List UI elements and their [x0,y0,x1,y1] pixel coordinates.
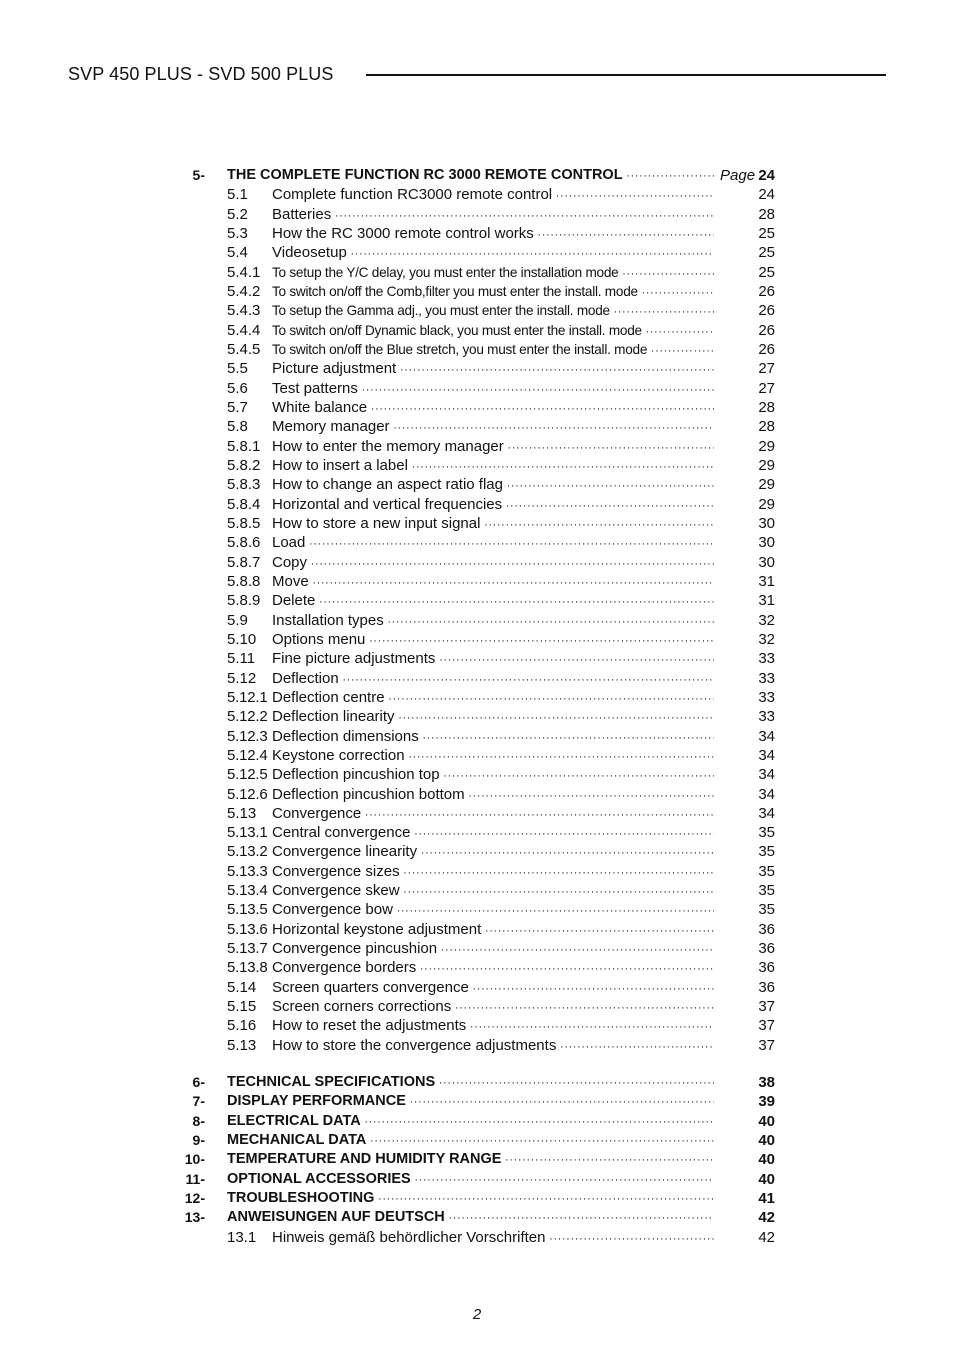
toc-entry[interactable] [175,417,785,436]
toc-entry[interactable] [175,920,785,939]
toc-entry-page: 36 [758,978,775,996]
toc-entry-page: 35 [758,862,775,880]
toc-entry-number: 5.13.1 [227,824,268,842]
toc-entry-number: 5.8 [227,418,248,436]
toc-entry[interactable] [175,398,785,417]
toc-entry-number: 5- [192,167,205,183]
toc-entry-page: 30 [758,553,775,571]
toc-entry-number: 5.8.1 [227,437,261,455]
toc-entry-page: 40 [758,1170,775,1188]
toc-entry[interactable] [175,379,785,398]
toc-chapter[interactable] [175,1150,785,1169]
toc-entry-title: Installation types ····· [272,611,714,632]
toc-entry-title: Videosetup ····· [272,243,714,264]
toc-entry-title: Convergence sizes ····· [272,862,714,883]
toc-entry-number: 5.16 [227,1017,257,1035]
toc-entry[interactable] [175,1228,785,1247]
toc-chapter[interactable] [175,1073,785,1092]
toc-entry-title: White balance ····· [272,398,714,419]
toc-entry-page: 42 [758,1228,775,1246]
toc-chapter[interactable] [175,166,785,185]
toc-entry[interactable] [175,881,785,900]
toc-entry-number: 5.13.7 [227,940,268,958]
toc-entry-page: 33 [758,650,775,668]
toc-entry-page: 28 [758,205,775,223]
toc-entry-page: 40 [758,1112,775,1130]
page-column-label: Page [720,167,756,184]
toc-entry[interactable] [175,591,785,610]
toc-entry[interactable] [175,475,785,494]
toc-entry-page: 29 [758,437,775,455]
toc-entry[interactable] [175,997,785,1016]
toc-chapter[interactable] [175,1208,785,1227]
toc-entry-number: 5.6 [227,379,248,397]
toc-entry[interactable] [175,958,785,977]
toc-entry-page: 36 [758,940,775,958]
toc-entry-number: 11- [185,1170,205,1187]
toc-entry[interactable] [175,707,785,726]
toc-entry-number: 5.10 [227,630,257,648]
toc-entry-title: Options menu ····· [272,630,714,651]
toc-entry-title: Memory manager ····· [272,417,714,438]
toc-entry-title: Deflection pincushion bottom ····· [272,785,714,806]
page-header [68,64,886,90]
toc-entry-title: Test patterns ····· [272,379,714,400]
toc-chapter[interactable] [175,1170,785,1189]
toc-entry-title: Convergence ····· [272,804,714,825]
toc-entry-number: 5.13 [227,1036,257,1054]
toc-entry-page: 27 [758,379,775,397]
toc-entry-page: 27 [758,360,775,378]
toc-entry-page: 26 [758,302,775,320]
toc-entry-number: 12- [184,1190,205,1207]
toc-entry-page: 32 [758,611,775,629]
toc-entry-number: 9- [192,1132,205,1149]
toc-entry[interactable] [175,185,785,204]
toc-entry[interactable] [175,669,785,688]
toc-entry[interactable] [175,1036,785,1055]
toc-entry[interactable] [175,205,785,224]
toc-entry-page: 33 [758,708,775,726]
toc-entry-title: Convergence linearity ····· [272,842,714,863]
document-title: SVP 450 PLUS - SVD 500 PLUS [68,64,334,84]
toc-entry-number: 5.13.6 [227,920,268,938]
toc-entry-number: 8- [192,1112,205,1129]
toc-entry-number: 5.14 [227,978,257,996]
toc-entry-page: 40 [758,1132,775,1150]
toc-entry-number: 5.12.5 [227,766,268,784]
toc-entry-page: 25 [758,263,775,281]
toc-entry-page: 41 [758,1190,775,1208]
toc-entry-title: Copy ····· [272,553,714,574]
toc-entry-number: 7- [192,1093,205,1110]
toc-entry-title: To setup the Gamma adj., you must enter the install. mode ····· [272,301,714,322]
toc-entry-number: 5.4.4 [227,321,261,339]
toc-entry-title: DISPLAY PERFORMANCE ····· [227,1092,714,1112]
toc-entry-title: TROUBLESHOOTING ····· [227,1189,714,1209]
toc-entry-number: 5.11 [227,650,256,668]
toc-entry-page: 33 [758,669,775,687]
toc-entry-title: To switch on/off the Comb,filter you must enter the install. mode ····· [272,282,714,303]
toc-entry-page: 35 [758,882,775,900]
toc-entry[interactable] [175,243,785,262]
toc-entry-number: 5.15 [227,998,257,1016]
toc-entry-number: 5.4.5 [227,340,261,358]
toc-entry-number: 5.2 [227,205,248,223]
toc-entry-title: OPTIONAL ACCESSORIES ····· [227,1170,714,1190]
toc-entry-title: Screen corners corrections ····· [272,997,714,1018]
toc-entry-number: 5.12.4 [227,746,268,764]
toc-entry[interactable] [175,746,785,765]
toc-entry[interactable] [175,456,785,475]
toc-entry-page: 34 [758,804,775,822]
toc-entry[interactable] [175,900,785,919]
toc-entry-title: Convergence pincushion ····· [272,939,714,960]
toc-entry-page: 28 [758,418,775,436]
toc-entry[interactable] [175,340,785,359]
toc-entry-title: MECHANICAL DATA ····· [227,1131,714,1151]
toc-entry-page: 28 [758,398,775,416]
toc-entry-title: To switch on/off Dynamic black, you must enter the install. mode ····· [272,321,714,342]
toc-entry-number: 5.8.9 [227,592,261,610]
toc-entry-title: TEMPERATURE AND HUMIDITY RANGE ····· [227,1150,714,1170]
toc-entry-number: 13.1 [227,1228,257,1246]
toc-entry-page: 35 [758,901,775,919]
toc-entry[interactable] [175,804,785,823]
toc-entry-number: 5.4.1 [227,263,261,281]
toc-entry-title: Convergence borders ····· [272,958,714,979]
toc-entry[interactable] [175,862,785,881]
toc-entry-title: Keystone correction ····· [272,746,714,767]
toc-entry-number: 5.12.6 [227,785,268,803]
toc-entry-page: 26 [758,321,775,339]
toc-entry[interactable] [175,727,785,746]
table-of-contents [175,166,785,1247]
toc-entry-number: 6- [192,1074,205,1091]
toc-entry-number: 5.5 [227,360,248,378]
toc-entry-title: Convergence bow ····· [272,900,714,921]
toc-entry-title: To setup the Y/C delay, you must enter the installation mode ····· [272,263,714,284]
toc-entry-number: 5.8.7 [227,553,261,571]
toc-entry-page: 42 [758,1209,775,1227]
toc-entry-number: 5.8.8 [227,572,261,590]
toc-entry-page: 36 [758,959,775,977]
header-rule [366,74,886,76]
toc-entry-page: 38 [758,1074,775,1092]
toc-entry[interactable] [175,514,785,533]
toc-entry-title: Fine picture adjustments ····· [272,649,714,670]
toc-entry-title: Horizontal and vertical frequencies ····· [272,495,714,516]
toc-entry-title: How to store a new input signal ····· [272,514,714,535]
toc-entry-title: ANWEISUNGEN AUF DEUTSCH ····· [227,1208,714,1228]
toc-entry[interactable] [175,553,785,572]
toc-entry-title: How the RC 3000 remote control works ····· [272,224,714,245]
toc-entry-page: 26 [758,340,775,358]
toc-entry-number: 5.13.8 [227,959,268,977]
toc-entry-page: 24 [758,167,775,184]
toc-entry-page: 39 [758,1093,775,1111]
toc-entry[interactable] [175,263,785,282]
toc-entry-title: Deflection linearity ····· [272,707,714,728]
toc-entry-number: 5.8.4 [227,495,261,513]
toc-entry-number: 5.13.4 [227,882,268,900]
toc-entry-page: 35 [758,843,775,861]
toc-entry-title: Move ····· [272,572,714,593]
toc-entry-page: 40 [758,1151,775,1169]
toc-entry[interactable] [175,437,785,456]
toc-entry-title: Hinweis gemäß behördlicher Vorschriften ····· [272,1228,714,1249]
toc-entry[interactable] [175,939,785,958]
toc-entry-title: Horizontal keystone adjustment ····· [272,920,714,941]
toc-entry-title: Deflection dimensions ····· [272,727,714,748]
toc-entry[interactable] [175,611,785,630]
toc-entry-number: 5.1 [227,186,248,204]
toc-entry-page: 37 [758,998,775,1016]
toc-entry[interactable] [175,688,785,707]
toc-entry-title: Deflection centre ····· [272,688,714,709]
toc-entry[interactable] [175,321,785,340]
toc-entry[interactable] [175,785,785,804]
toc-entry-title: Screen quarters convergence ····· [272,978,714,999]
toc-entry-title: THE COMPLETE FUNCTION RC 3000 REMOTE CONTROL ····· [227,166,714,186]
toc-entry[interactable] [175,1016,785,1035]
toc-chapter[interactable] [175,1112,785,1131]
toc-entry-number: 5.13.5 [227,901,268,919]
toc-entry-page: 26 [758,282,775,300]
toc-entry-page: 25 [758,224,775,242]
toc-entry-page: 37 [758,1017,775,1035]
toc-entry-title: ELECTRICAL DATA ····· [227,1112,714,1132]
toc-entry-title: How to insert a label ····· [272,456,714,477]
toc-entry-title: Complete function RC3000 remote control ····· [272,185,714,206]
toc-entry-title: Deflection ····· [272,669,714,690]
toc-entry-number: 5.4.2 [227,282,261,300]
toc-entry[interactable] [175,823,785,842]
toc-entry-number: 5.9 [227,611,248,629]
toc-entry[interactable] [175,359,785,378]
toc-entry[interactable] [175,842,785,861]
toc-entry-number: 5.8.2 [227,456,261,474]
toc-chapter[interactable] [175,1131,785,1150]
toc-entry-page: 31 [758,572,775,590]
toc-entry-number: 5.12.1 [227,688,268,706]
toc-entry-title: Delete ····· [272,591,714,612]
toc-entry-page: 34 [758,746,775,764]
toc-entry-title: Picture adjustment ····· [272,359,714,380]
toc-entry-number: 5.12.3 [227,727,268,745]
toc-entry-title: Batteries ····· [272,205,714,226]
toc-entry-title: How to enter the memory manager ····· [272,437,714,458]
page-number: 2 [472,1306,482,1323]
toc-entry-page: 29 [758,495,775,513]
toc-entry-number: 5.12.2 [227,708,268,726]
toc-entry-number: 5.3 [227,224,248,242]
toc-entry[interactable] [175,572,785,591]
toc-entry-page: 25 [758,244,775,262]
toc-entry-number: 5.4.3 [227,302,261,320]
toc-entry-page: 34 [758,727,775,745]
toc-entry-page: 29 [758,476,775,494]
toc-entry-title: TECHNICAL SPECIFICATIONS ····· [227,1073,714,1093]
toc-entry[interactable] [175,978,785,997]
toc-entry-page: 30 [758,514,775,532]
toc-entry-page: 34 [758,766,775,784]
toc-entry-number: 5.8.5 [227,514,261,532]
toc-entry-page: 31 [758,592,775,610]
toc-entry-title: To switch on/off the Blue stretch, you must enter the install. mode ····· [272,340,714,361]
toc-entry[interactable] [175,282,785,301]
toc-entry-page: 34 [758,785,775,803]
toc-entry-page: 33 [758,688,775,706]
toc-entry-page: 29 [758,456,775,474]
toc-entry-title: Convergence skew ····· [272,881,714,902]
toc-entry-number: 5.8.3 [227,476,261,494]
toc-entry-page: 32 [758,630,775,648]
toc-entry-page: 24 [758,186,775,204]
toc-entry[interactable] [175,630,785,649]
toc-entry[interactable] [175,765,785,784]
toc-entry-page: 30 [758,534,775,552]
toc-entry-page: 35 [758,824,775,842]
toc-entry-number: 5.13.2 [227,843,268,861]
toc-entry-title: Deflection pincushion top ····· [272,765,714,786]
toc-entry-title: How to reset the adjustments ····· [272,1016,714,1037]
toc-chapter[interactable] [175,1189,785,1208]
toc-entry-title: How to store the convergence adjustments ····· [272,1036,714,1057]
toc-entry-title: How to change an aspect ratio flag ····· [272,475,714,496]
toc-entry-number: 5.7 [227,398,248,416]
toc-entry-number: 10- [184,1151,205,1168]
toc-entry-number: 5.4 [227,244,248,262]
toc-entry-number: 5.12 [227,669,257,687]
toc-entry-title: Load ····· [272,533,714,554]
toc-entry[interactable] [175,533,785,552]
toc-entry[interactable] [175,224,785,243]
toc-entry-page: 36 [758,920,775,938]
toc-entry-page: 37 [758,1036,775,1054]
toc-entry[interactable] [175,301,785,320]
toc-entry-number: 5.13 [227,804,257,822]
toc-entry-number: 13- [184,1209,205,1226]
toc-entry[interactable] [175,649,785,668]
toc-entry-number: 5.13.3 [227,862,268,880]
toc-entry-title: Central convergence ····· [272,823,714,844]
toc-entry[interactable] [175,495,785,514]
toc-chapter[interactable] [175,1092,785,1111]
toc-entry-number: 5.8.6 [227,534,261,552]
